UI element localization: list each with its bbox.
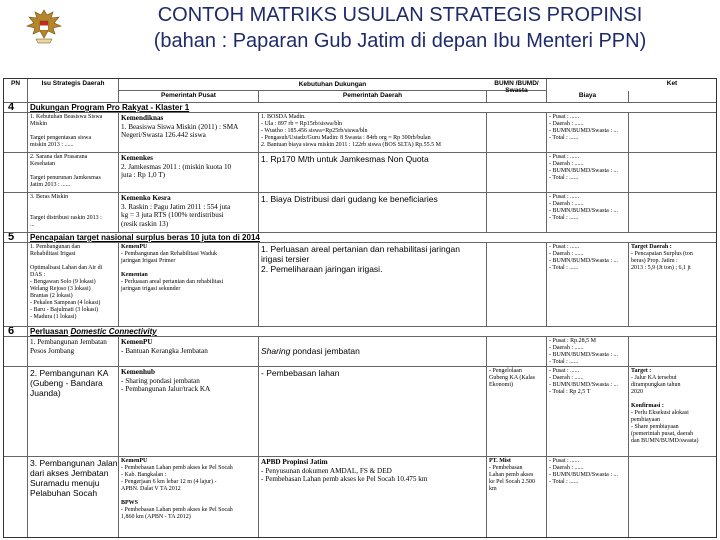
- cell-biaya: - Pusat : ...... - Daerah : ...... - BUMN/BUMD/Swasta : ... - Total : ......: [547, 113, 629, 152]
- cell-isu: 3. Beras Miskin Target distribusi raskin 2013 : ...: [28, 193, 119, 232]
- cell-pusat: KemenPU - Bantuan Kerangka Jembatan: [119, 337, 259, 366]
- header-ket: Ket: [666, 80, 678, 87]
- cell-isu: 1. Pembangunan Jembatan Pesos Jombang: [28, 337, 119, 366]
- table-header: [4, 79, 716, 103]
- section-number: 6: [4, 327, 28, 336]
- cell-pusat: Kemenko Kesra 3. Raskin : Pagu Jatim 2011 : 554 juta kg = 3 juta RTS (100% terdistribusi (resik raskin 13): [119, 193, 259, 232]
- header-bumn: BUMN /BUMD/ Swasta: [487, 79, 547, 102]
- cell-isu: 3. Pembangunan Jalan dari akses Jembatan Suramadu menuju Pelabuhan Socah: [28, 457, 119, 538]
- cell-pusat: Kemenhub - Sharing pondasi jembatan - Pembangunan Jalur/track KA: [119, 367, 259, 456]
- cell-pusat: Kemendiknas 1. Beasiswa Siswa Miskin (2011) : SMA Negeri/Swasta 126.442 siswa: [119, 113, 259, 152]
- table-row: [4, 457, 716, 538]
- header-isu: Isu Strategis Daerah: [28, 79, 119, 102]
- cell-daerah: Sharing pondasi jembatan: [259, 337, 487, 366]
- header-biaya: Biaya: [547, 91, 629, 102]
- slide-header: [0, 0, 720, 70]
- cell-biaya: - Pusat : ...... - Daerah : ...... - BUMN/BUMD/Swasta : ... - Total : Rp 2,5 T: [547, 367, 629, 456]
- cell-pusat: Kemenkes 2. Jamkesmas 2011 : (miskin kuota 10 juta : Rp 1,0 T): [119, 153, 259, 192]
- section-row: [4, 103, 716, 113]
- cell-ket: [629, 457, 715, 538]
- table-row: [4, 153, 716, 193]
- cell-isu: 2. Pembangunan KA (Gubeng - Bandara Juanda): [28, 367, 119, 456]
- section-title: Dukungan Program Pro Rakyat - Klaster 1: [30, 103, 190, 112]
- header-kebutuhan: Kebutuhan Dukungan: [298, 81, 367, 88]
- table-row: [4, 243, 716, 327]
- cell-daerah: - Pembebasan lahan: [259, 367, 487, 456]
- cell-bumn: [487, 193, 547, 232]
- slide-title: CONTOH MATRIKS USULAN STRATEGIS PROPINSI: [157, 4, 643, 26]
- header-pemerintah-daerah: Pemerintah Daerah: [259, 91, 487, 102]
- section-title: Perluasan Domestic Connectivity: [30, 327, 157, 336]
- cell-bumn: - Pengelolaan Gubeng KA (Kalas Ekonomi): [487, 367, 547, 456]
- cell-ket: [629, 113, 715, 152]
- cell-isu: 2. Sarana dan Prasarana Kesehatan Target penurunan Jamkesmas Jatim 2013 : ......: [28, 153, 119, 192]
- strategy-matrix-table: [3, 78, 717, 538]
- cell-bumn: [487, 337, 547, 366]
- section-number: 4: [4, 103, 28, 112]
- cell-biaya: - Pusat : ...... - Daerah : ...... - BUMN/BUMD/Swasta : ... - Total : ......: [547, 243, 629, 326]
- cell-pusat: KemenPU - Pembebasan Lahan pemb akses ke Pel Socah - Kab. Bangkalan : - Pengerjaan 6 km lebar 12 m (4 lajur) - APBN. Dalat V TA 2012 BPWS - Pembebasan Lahan pemb akses ke Pel Socah 1,860 km (APBN - TA 2012): [119, 457, 259, 538]
- cell-isu: 1. Pembangunan dan Rehabilitasi Irigasi Optimalisasi Lahan dan Air di DAS : - Bengawan Solo (9 lokasi) Welang Rejoso (3 lokasi) Brantas (2 lokasi) - Pekalen Sampean (4 lokasi) - Baru - Bajulmati (3 lokasi) - Madura (1 lokasi): [28, 243, 119, 326]
- cell-biaya: - Pusat : ...... - Daerah : ...... - BUMN/BUMD/Swasta : ... - Total : ......: [547, 457, 629, 538]
- slide-subtitle: (bahan : Paparan Gub Jatim di depan Ibu Menteri PPN): [153, 30, 647, 52]
- cell-daerah: 1. BOSDA Madin. - Ula : 897 rb = Rp15rb/siswa/bln - Wustho : 185.456 siswa=Rp25rb/siswa/bln - Pengasuh/Ustadz/Guru Madin: 8 Swasta : 84rb org = Rp 300rb/bulan 2. Bantuan biaya siswa miskin 2011 : 122rb siswa (BOS SLTA) Rp.55.5 M: [259, 113, 487, 152]
- section-title: Pencapaian target nasional surplus beras 10 juta ton di 2014: [30, 233, 260, 242]
- cell-biaya: - Pusat : ...... - Daerah : ...... - BUMN/BUMD/Swasta : ... - Total : ......: [547, 153, 629, 192]
- section-number: 5: [4, 233, 28, 242]
- cell-ket: [629, 337, 715, 366]
- cell-daerah: APBD Propinsi Jatim - Penyusunan dokumen AMDAL, FS & DED - Pembebasan Lahan pemb akses ke Pel Socah 10.475 km: [259, 457, 487, 538]
- cell-daerah: 1. Biaya Distribusi dari gudang ke beneficiaries: [259, 193, 487, 232]
- cell-bumn: PT. Mist - Pembebasan Lahan pemb akses ke Pel Socah 2.500 km: [487, 457, 547, 538]
- table-row: [4, 193, 716, 233]
- cell-daerah: 1. Perluasan areal pertanian dan rehabilitasi jaringan irigasi tersier 2. Pemeliharaan jaringan irigasi.: [259, 243, 487, 326]
- table-row: [4, 113, 716, 153]
- cell-bumn: [487, 243, 547, 326]
- garuda-emblem-icon: [24, 6, 64, 48]
- header-kebutuhan-group: [119, 79, 547, 91]
- section-row: [4, 327, 716, 337]
- cell-daerah: 1. Rp170 M/th untuk Jamkesmas Non Quota: [259, 153, 487, 192]
- header-pn: PN: [4, 79, 28, 102]
- cell-ket: Target Daerah : - Pencapaian Surplus (ton beras) Prop. Jatim : 2013 : 5,9 (Jt ton) ; 6,1 jt: [631, 244, 693, 271]
- cell-bumn: [487, 113, 547, 152]
- section-row: [4, 233, 716, 243]
- cell-isu: 1. Kebutuhan Beasiswa Siswa Miskin Target pengentasan siswa miskin 2013 : ......: [28, 113, 119, 152]
- table-row: [4, 337, 716, 367]
- cell-pusat: KemenPU - Pembangunan dan Rehabilitasi Waduk jaringan Irigasi Primer Kementan - Perluasan areal pertanian dan rehabilitasi jaringan irigasi sekunder: [119, 243, 259, 326]
- cell-ket: [629, 193, 715, 232]
- header-pemerintah-pusat: Pemerintah Pusat: [119, 91, 259, 102]
- cell-biaya: - Pusat : Rp.28,5 M - Daerah : ...... - BUMN/BUMD/Swasta : ... - Total : ......: [547, 337, 629, 366]
- cell-biaya: - Pusat : ...... - Daerah : ...... - BUMN/BUMD/Swasta : ... - Total : ......: [547, 193, 629, 232]
- cell-ket: [629, 153, 715, 192]
- cell-bumn: [487, 153, 547, 192]
- table-row: [4, 367, 716, 457]
- cell-ket: Target : - Jalur KA tersebut dirampungkan tahun 2020 Konfirmasi : - Perlu Eksekusi alokasi pembiayaan - Share pembiayaan (pemerintah pusat, daerah dan BUMN/BUMD/swasta): [631, 368, 699, 444]
